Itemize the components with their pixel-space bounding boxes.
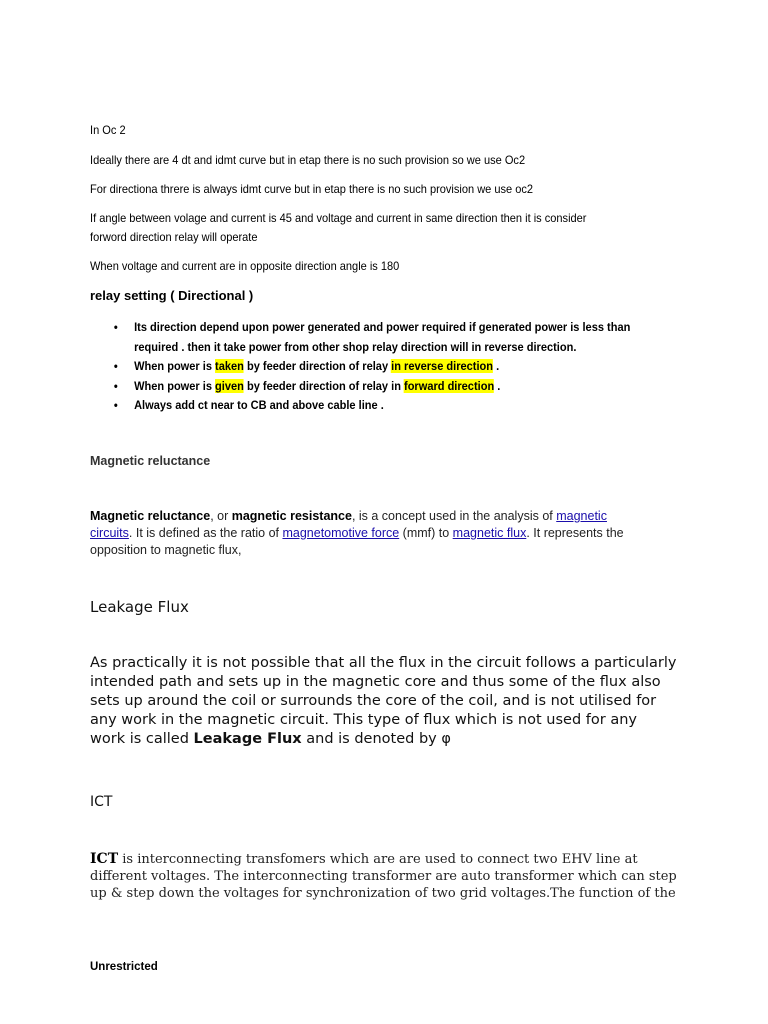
highlighted-text: taken	[215, 359, 244, 373]
inline-text: . It is defined as the ratio of	[128, 526, 283, 540]
inline-text: , or	[210, 509, 232, 523]
list-item-text: When power is	[134, 378, 216, 393]
list-item	[112, 377, 630, 397]
list-item-text: required . then it take power from other shop relay direction will in reverse direction.	[134, 339, 577, 354]
highlighted-text: forward direction	[404, 378, 495, 393]
paragraph-line: opposition to magnetic flux,	[90, 543, 242, 557]
paragraph-line	[90, 851, 677, 868]
paragraph	[90, 654, 677, 749]
section-heading: ICT	[90, 794, 113, 810]
section-heading: Magnetic reluctance	[90, 454, 211, 468]
section-heading: Leakage Flux	[90, 598, 189, 616]
paragraph-line	[90, 508, 624, 525]
list-item	[112, 318, 630, 357]
list-item-text: Always add ct near to CB and above cable line .	[134, 398, 384, 412]
paragraph	[90, 508, 624, 559]
list-item-text: by feeder direction of relay	[243, 359, 392, 373]
magnetic-circuits-link[interactable]: circuits	[90, 526, 129, 540]
magnetomotive-force-link[interactable]: magnetomotive force	[282, 526, 400, 540]
paragraph-line: intended path and sets up in the magnetic core and thus some of the flux also	[90, 674, 661, 690]
inline-text: and is denoted by φ	[301, 731, 451, 747]
bold-term: magnetic resistance	[231, 509, 352, 523]
text-line-part: If angle between volage and current is 45 and voltage and current in same direction then it is consider	[90, 211, 587, 225]
list-item-text: When power is	[134, 359, 216, 373]
text-line	[90, 209, 586, 247]
paragraph-line: different voltages. The interconnecting transformer are auto transformer which can step	[90, 869, 677, 884]
inline-text: . It represents the	[526, 526, 624, 540]
list-item-text: • Its direction depend upon power generated and power required if generated power is less than	[134, 320, 631, 334]
inline-text: work is called	[90, 731, 194, 747]
inline-text: is interconnecting transfomers which are are used to connect two EHV line at	[118, 852, 638, 867]
text-line: When voltage and current are in opposite direction angle is 180	[90, 259, 400, 273]
inline-text: (mmf) to	[399, 526, 453, 540]
bold-term: Leakage Flux	[193, 731, 302, 747]
paragraph-line	[90, 730, 677, 749]
paragraph-line: up & step down the voltages for synchronization of two grid voltages.The function of the	[90, 886, 676, 901]
text-line-part: forword direction relay will operate	[90, 230, 258, 244]
highlighted-text: given	[215, 378, 244, 393]
paragraph-line: sets up around the coil or surrounds the core of the coil, and is not utilised for	[90, 693, 657, 709]
list-item-text: .	[494, 378, 501, 393]
inline-text: , is a concept used in the analysis of	[351, 509, 557, 523]
classification-label: Unrestricted	[90, 961, 158, 973]
bullet-list	[112, 318, 630, 416]
magnetic-flux-link[interactable]: magnetic flux	[452, 526, 527, 540]
section-heading: relay setting ( Directional )	[90, 288, 254, 303]
text-line: For directiona threre is always idmt curve but in etap there is no such provision we use oc2	[90, 182, 534, 196]
list-item	[112, 357, 630, 377]
list-item-text: .	[493, 359, 500, 373]
list-item	[112, 396, 630, 416]
highlighted-text: in reverse direction	[391, 359, 494, 373]
list-item-text: by feeder direction of relay in	[243, 378, 405, 393]
paragraph-line: As practically it is not possible that all the flux in the circuit follows a particularly	[90, 655, 677, 671]
paragraph-line: any work in the magnetic circuit. This type of flux which is not used for any	[90, 712, 637, 728]
text-line: In Oc 2	[90, 123, 126, 137]
bold-term: ICT	[90, 851, 119, 867]
paragraph-line	[90, 525, 624, 542]
paragraph	[90, 851, 677, 902]
magnetic-circuits-link[interactable]: magnetic	[556, 509, 607, 523]
bold-term: Magnetic reluctance	[90, 509, 211, 523]
text-line: Ideally there are 4 dt and idmt curve but in etap there is no such provision so we use Oc2	[90, 153, 526, 167]
